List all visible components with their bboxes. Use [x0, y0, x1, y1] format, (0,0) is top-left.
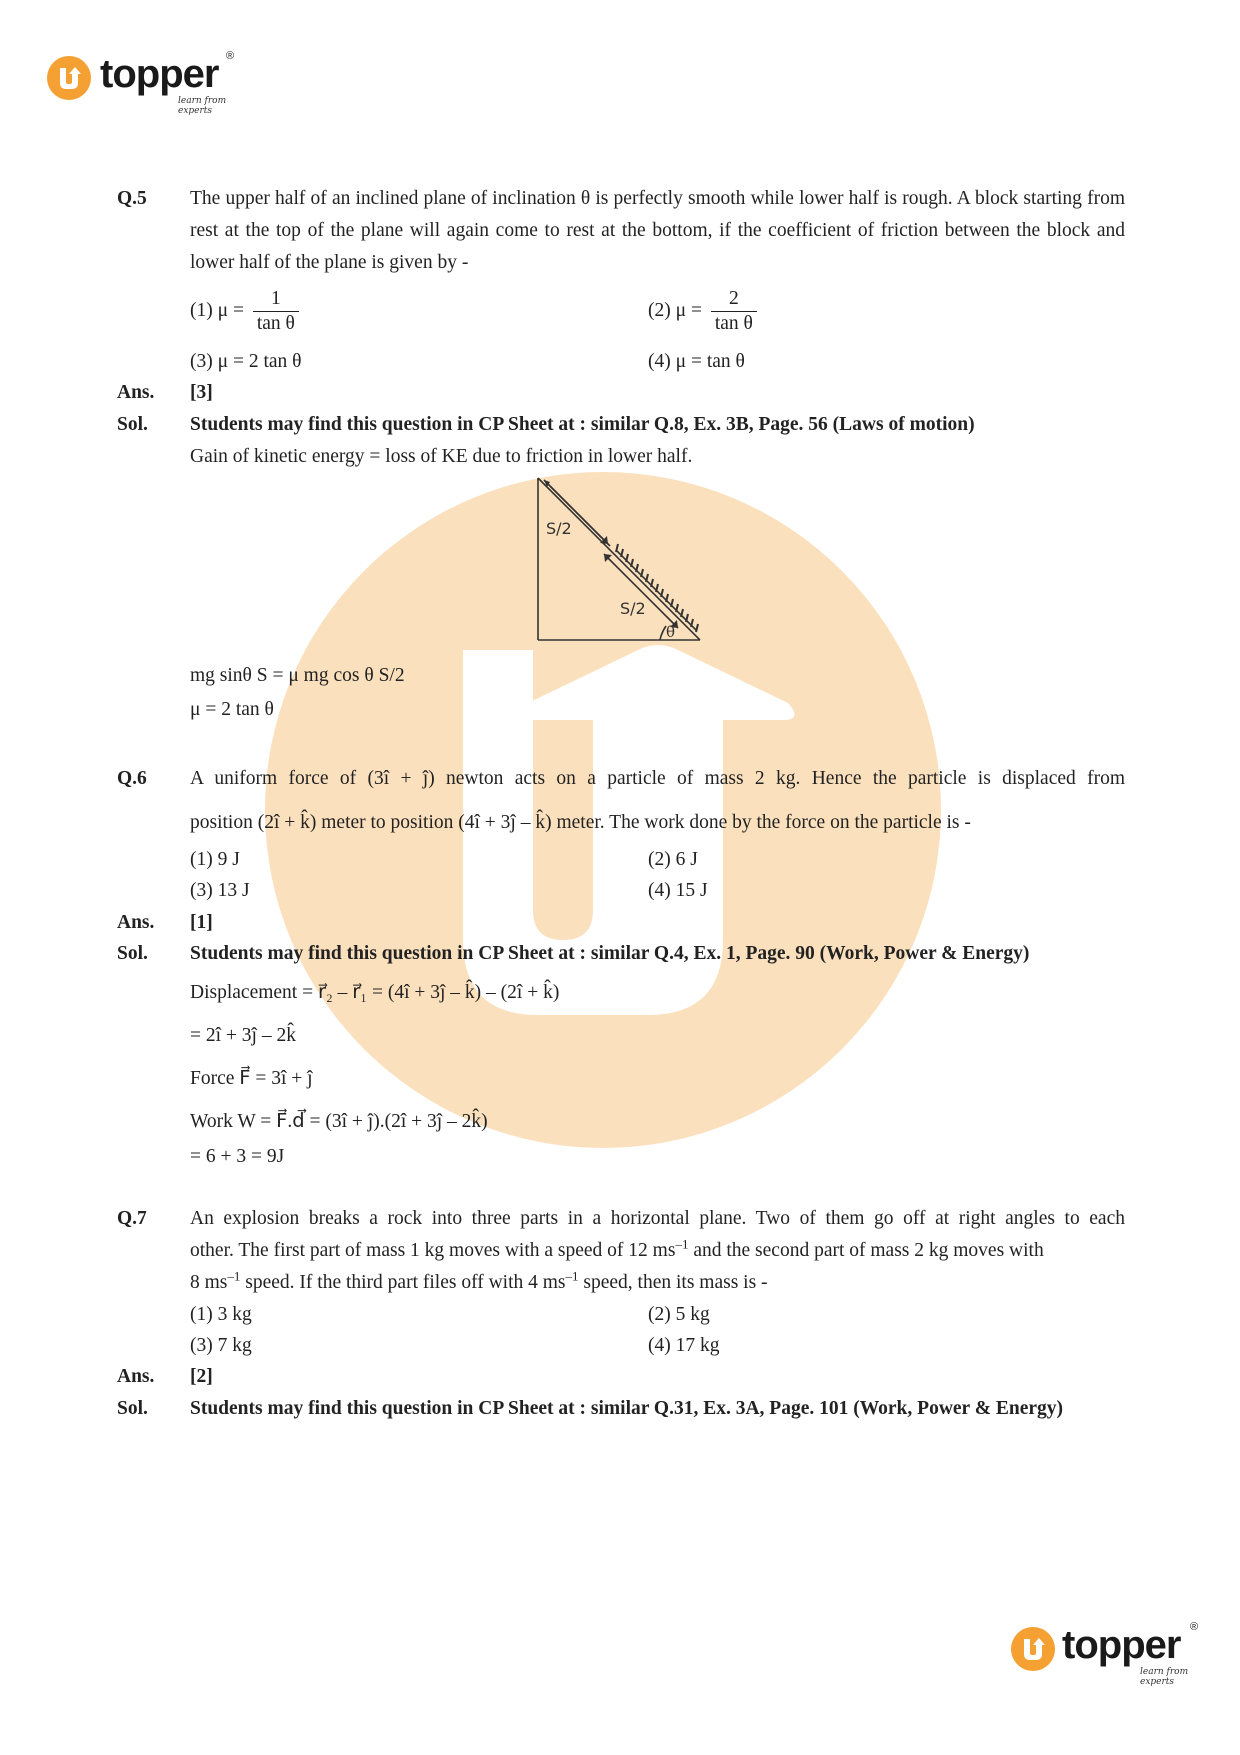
q7-text-line-1: An explosion breaks a rock into three parts in a horizontal plane. Two of them go off at right angles to each: [190, 1208, 1125, 1229]
q6-option-1: (1) 9 J: [190, 849, 240, 870]
q5-option-3: (3) μ = 2 tan θ: [190, 351, 302, 372]
q7-sol-label: Sol.: [117, 1398, 148, 1419]
lower-half-label: S/2: [620, 599, 646, 618]
q7-text-line-3: 8 $ms^{-1}$ speed. If the third part files off with 4 $ms^{-1}$ speed, then its mass is -: [190, 1268, 768, 1293]
q6-option-2: (2) 6 J: [648, 849, 698, 870]
q6-answer: [1]: [190, 912, 213, 933]
q6-solution-line-5: = 6 + 3 = 9J: [190, 1146, 285, 1167]
footer-logo-tagline: learn from experts: [1140, 1667, 1189, 1687]
q5-option-1: (1) μ = $\frac{1}{\text{tan θ}}$: [190, 287, 303, 336]
logo-badge-icon: [46, 55, 92, 101]
q5-option-4: (4) μ = tan θ: [648, 351, 745, 372]
q6-text-line-1: A uniform force of (3î + ĵ) newton acts on a particle of mass 2 kg. Hence the particle is displaced from: [190, 768, 1125, 789]
q6-solution-line-4: Work W = F⃗.d⃗ = (3î + ĵ).(2î + 3ĵ – 2k̂): [190, 1111, 488, 1132]
q5-sol-label: Sol.: [117, 414, 148, 435]
q7-ans-label: Ans.: [117, 1366, 155, 1387]
q6-ans-label: Ans.: [117, 912, 155, 933]
q6-solution-line-2: = 2î + 3ĵ – 2k̂: [190, 1025, 296, 1046]
q5-answer: [3]: [190, 382, 213, 403]
footer-logo: [1010, 1621, 1210, 1687]
q7-label: Q.7: [117, 1208, 147, 1229]
q5-source: Students may find this question in CP Sheet at : similar Q.8, Ex. 3B, Page. 56 (Laws of motion): [190, 414, 975, 435]
q6-text-line-2: position (2î + k̂) meter to position (4î + 3ĵ – k̂) meter. The work done by the force on the particle is -: [190, 812, 971, 833]
header-logo: [46, 50, 246, 116]
q5-solution-line-1: Gain of kinetic energy = loss of KE due to friction in lower half.: [190, 446, 693, 467]
q6-option-3: (3) 13 J: [190, 880, 250, 901]
logo-wordmark: topper: [100, 52, 219, 96]
q7-option-4: (4) 17 kg: [648, 1335, 720, 1356]
q6-solution-line-3: Force F⃗ = 3î + ĵ: [190, 1068, 313, 1089]
q6-option-4: (4) 15 J: [648, 880, 708, 901]
footer-logo-registered-mark: ®: [1190, 1621, 1199, 1633]
logo-registered-mark: ®: [226, 50, 235, 62]
q5-label: Q.5: [117, 188, 147, 209]
q7-answer: [2]: [190, 1366, 213, 1387]
footer-logo-badge-icon: [1010, 1626, 1056, 1672]
q6-solution-line-1: Displacement = r⃗₂ – r⃗₁ = (4î + 3ĵ – k̂) – (2î + k̂): [190, 982, 560, 1003]
q5-option-2: (2) μ = $\frac{2}{\text{tan θ}}$: [648, 287, 761, 336]
q7-option-1: (1) 3 kg: [190, 1304, 252, 1325]
angle-label: θ: [666, 623, 676, 641]
footer-logo-wordmark: topper: [1062, 1623, 1181, 1667]
q5-solution-line-3: μ = 2 tan θ: [190, 699, 274, 720]
q7-option-3: (3) 7 kg: [190, 1335, 252, 1356]
q5-text: The upper half of an inclined plane of inclination θ is perfectly smooth while lower half is rough. A block starting from rest at the top of the plane will again come to rest at the bottom, if the coefficient of friction between the block and lower half of the plane is given by -: [190, 188, 1125, 273]
q5-ans-label: Ans.: [117, 382, 155, 403]
q7-option-2: (2) 5 kg: [648, 1304, 710, 1325]
logo-tagline: learn from experts: [178, 96, 227, 116]
q6-sol-label: Sol.: [117, 943, 148, 964]
q7-source: Students may find this question in CP Sheet at : similar Q.31, Ex. 3A, Page. 101 (Work, Power & Energy): [190, 1398, 1064, 1419]
upper-half-label: S/2: [546, 519, 572, 538]
q5-solution-line-2: mg sinθ S = μ mg cos θ S/2: [190, 665, 405, 686]
q7-text-line-2: other. The first part of mass 1 kg moves with a speed of 12 $ms^{-1}$ and the second part of mass 2 kg moves with: [190, 1236, 1044, 1261]
q6-source: Students may find this question in CP Sheet at : similar Q.4, Ex. 1, Page. 90 (Work, Power & Energy): [190, 943, 1030, 964]
incline-diagram: [520, 472, 720, 644]
q6-label: Q.6: [117, 768, 147, 789]
